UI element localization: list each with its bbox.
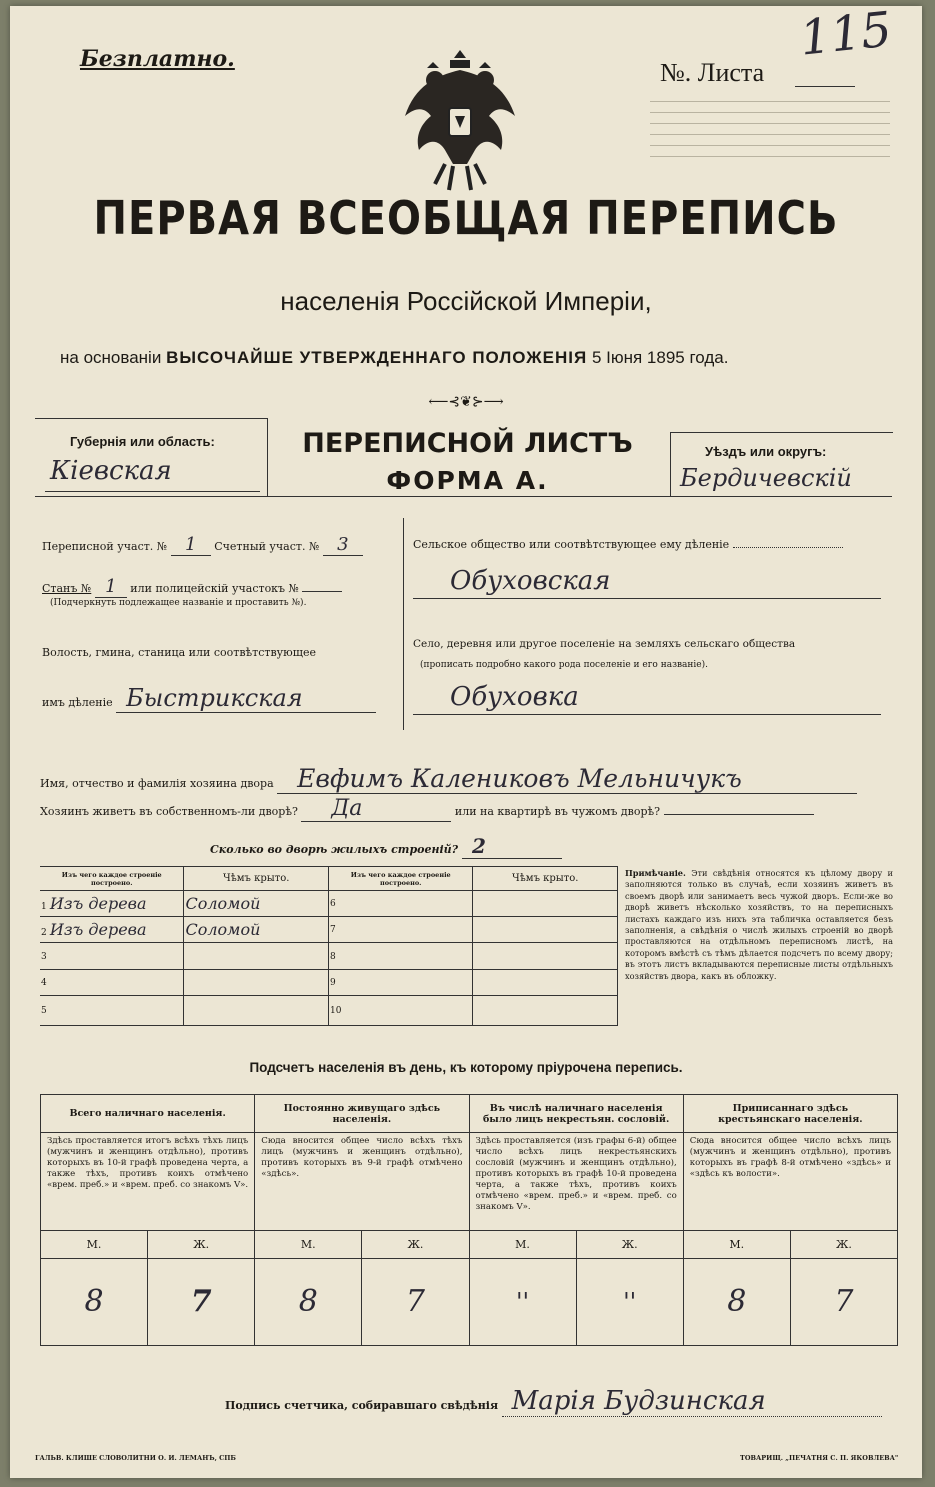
uchast-row [42, 534, 382, 556]
volost-label-2: имъ дѣленіе [42, 696, 113, 709]
own-yard-label: Хозяинъ живетъ въ собственномъ-ли дворѣ? [40, 805, 298, 818]
owner-name-value: Евфимъ Калениковъ Мельничукъ [277, 764, 857, 794]
gubernia-underline [45, 491, 260, 492]
material-header-right: Изъ чего каждое строеніе построено. [328, 867, 473, 891]
group-4-title: Приписаннаго здѣсь крестьянскаго населенія. [683, 1095, 897, 1133]
police-blank [302, 591, 342, 592]
rent-blank [664, 814, 814, 815]
note-label: Примѣчаніе. [625, 868, 686, 878]
legal-basis-date: 5 Іюня 1895 года. [591, 348, 729, 367]
form-title-2: ФОРМА А. [386, 466, 549, 495]
imperial-eagle-emblem [395, 46, 525, 196]
building-row-9: 9 [328, 969, 473, 995]
group-1-female-count: 7 [148, 1258, 255, 1345]
population-count-table [40, 1094, 898, 1346]
building-9-roof-cell [473, 969, 618, 995]
sheet-number-label: №. Листа [660, 58, 765, 87]
uezd-label: Уѣздъ или округъ: [705, 444, 827, 459]
group-1-f-label: Ж. [148, 1230, 255, 1258]
group-1-title: Всего наличнаго населенія. [41, 1095, 255, 1133]
legal-basis-caps: ВЫСОЧАЙШЕ УТВЕРЖДЕННАГО ПОЛОЖЕНІЯ [166, 348, 588, 367]
building-1-roof-cell [184, 891, 329, 917]
column-divider [403, 518, 404, 730]
society-row [413, 538, 883, 551]
group-2-desc: Сюда вносится общее число всѣхъ тѣхъ лицъ (мужчинъ и женщинъ отдѣльно), противъ которыхъ въ 9-й графѣ отмѣчено «здѣсь». [255, 1133, 469, 1230]
building-2-material: Изъ дерева [49, 920, 147, 940]
buildings-count-value: 2 [462, 834, 562, 859]
group-2-f-label: Ж. [362, 1230, 469, 1258]
rent-label: или на квартирѣ въ чужомъ дворѣ? [454, 805, 661, 818]
census-title: ПЕРВАЯ ВСЕОБЩАЯ ПЕРЕПИСЬ [93, 192, 839, 246]
building-row-8: 8 [328, 943, 473, 969]
group-4-m-label: М. [683, 1230, 790, 1258]
group-2-title: Постоянно живущаго здѣсь населенія. [255, 1095, 469, 1133]
building-row-5: 5 [40, 995, 184, 1025]
group-3-title: Въ числѣ наличнаго населенія было лицъ некрестьян. сословій. [469, 1095, 683, 1133]
footer-right-imprint: ТОВАРИЩ. „ПЕЧАТНЯ С. П. ЯКОВЛЕВА" [740, 1454, 899, 1462]
stan-label: Станъ № [42, 582, 92, 595]
volost-value: Быстрикская [116, 684, 376, 713]
village-value: Обуховка [450, 682, 579, 712]
building-row-6: 6 [328, 891, 473, 917]
building-row-1: 1 Изъ дерева [40, 891, 184, 917]
volost-row [42, 684, 387, 713]
group-1-desc: Здѣсь проставляется итогъ всѣхъ тѣхъ лицъ (мужчинъ и женщинъ отдѣльно), противъ которыхъ въ 10-й графѣ проведена черта, а также тѣхъ, противъ коихъ отмѣчено «врем. преб.» и «врем. преб. со знакомъ V». [41, 1133, 255, 1230]
society-label: Сельское общество или соотвѣтствующее ему дѣленіе [413, 538, 730, 551]
roof-header-right: Чѣмъ крыто. [473, 867, 618, 891]
owner-row [40, 764, 920, 794]
village-underline [413, 714, 881, 715]
signature-label: Подпись счетчика, собиравшаго свѣдѣнія [225, 1399, 499, 1412]
roof-header-left: Чѣмъ крыто. [184, 867, 329, 891]
building-3-roof-cell [184, 943, 329, 969]
ornament-divider: ⟵⊰❦⊱⟶ [428, 394, 504, 410]
group-3-m-label: М. [469, 1230, 576, 1258]
note-text: Эти свѣдѣнія относятся къ цѣлому двору и заполняются только въ случаѣ, если хозяинъ живетъ въ своемъ дворѣ или занимаетъ весь чужой дворъ. Если-же во дворѣ живетъ нѣсколько хозяйствъ, то на переписныхъ листахъ каждаго изъ нихъ эта табличка оставляется безъ заполненія, а свѣдѣнія о числѣ жилыхъ строеній во дворѣ проставляются на отдѣльномъ переписномъ листѣ, на которомъ вмѣстѣ съ тѣмъ дѣлается подсчетъ по всему двору; въ этотъ листъ вкладываются переписные листы отдѣльныхъ хозяйствъ двора, какъ въ обложку. [625, 868, 893, 981]
buildings-table [40, 866, 618, 1026]
building-4-roof-cell [184, 969, 329, 995]
legal-basis-prefix: на основаніи [60, 348, 162, 367]
building-1-material: Изъ дерева [49, 894, 147, 914]
signature-row [225, 1386, 885, 1417]
building-row-10: 10 [328, 995, 473, 1025]
census-sheet [10, 1, 922, 1478]
own-yard-value: Да [301, 796, 451, 822]
society-value: Обуховская [450, 566, 611, 596]
note-block [625, 868, 893, 982]
building-8-roof-cell [473, 943, 618, 969]
group-4-desc: Сюда вносится общее число всѣхъ лицъ (мужчинъ и женщинъ отдѣльно), противъ которыхъ въ графѣ 8-й отмѣчено «здѣсь» и «здѣсь къ волости». [683, 1133, 897, 1230]
free-label: Безплатно. [80, 46, 235, 72]
material-header-left: Изъ чего каждое строеніе построено. [40, 867, 184, 891]
gubernia-label: Губернія или область: [70, 434, 215, 449]
header-rule [35, 496, 892, 497]
group-3-f-label: Ж. [576, 1230, 683, 1258]
stan-value: 1 [95, 576, 127, 598]
building-10-roof-cell [473, 995, 618, 1025]
sheet-number-value: 115 [797, 1, 895, 67]
uchast-label: Переписной участ. № [42, 540, 168, 553]
building-row-3: 3 [40, 943, 184, 969]
group-2-m-label: М. [255, 1230, 362, 1258]
building-7-roof-cell [473, 917, 618, 943]
buildings-count-label: Сколько во дворѣ жилыхъ строеній? [210, 843, 459, 856]
uchast-value: 1 [171, 534, 211, 556]
village-label: Село, деревня или другое поселеніе на земляхъ сельскаго общества [413, 638, 796, 650]
stan-note: (Подчеркнуть подлежащее названіе и проставить №). [50, 598, 307, 608]
ownership-row [40, 796, 900, 822]
building-row-7: 7 [328, 917, 473, 943]
group-2-male-count: 8 [255, 1258, 362, 1345]
building-2-roof-cell [184, 917, 329, 943]
group-4-female-count: 7 [790, 1258, 897, 1345]
group-1-male-count: 8 [41, 1258, 148, 1345]
schet-label: Счетный участ. № [214, 540, 320, 553]
society-underline [413, 598, 881, 599]
schet-value: 3 [323, 534, 363, 556]
building-6-roof-cell [473, 891, 618, 917]
buildings-count-row [210, 834, 710, 859]
gubernia-value: Кіевская [50, 456, 172, 486]
form-title-1: ПЕРЕПИСНОЙ ЛИСТЪ [302, 428, 633, 459]
group-3-desc: Здѣсь проставляется (изъ графы 6-й) общее число всѣхъ лицъ некрестьянскихъ сословій (мужчинъ и женщинъ отдѣльно), противъ которыхъ въ графѣ 10-й проведена черта, а также тѣхъ, противъ коихъ отмѣчено «врем. преб.» и «врем. преб. со знакомъ V». [469, 1133, 683, 1230]
count-heading: Подсчетъ населенія въ день, къ которому пріурочена перепись. [249, 1060, 683, 1075]
volost-label: Волость, гмина, станица или соотвѣтствующее [42, 646, 316, 659]
village-note: (прописать подробно какого рода поселеніе и его названіе). [420, 660, 708, 670]
bleed-through-text [650, 101, 890, 167]
police-label: или полицейскій участокъ № [130, 582, 299, 595]
census-subtitle: населенія Россійской Имперіи, [280, 286, 652, 316]
building-row-2: 2 Изъ дерева [40, 917, 184, 943]
stan-row [42, 576, 387, 598]
group-4-f-label: Ж. [790, 1230, 897, 1258]
signature-value: Марія Будзинская [502, 1386, 882, 1417]
building-1-roof: Соломой [185, 894, 261, 914]
footer-left-imprint: ГАЛЬВ. КЛИШЕ СЛОВОЛИТНИ О. И. ЛЕМАНЪ, СПБ [35, 1454, 236, 1462]
society-blank [733, 547, 843, 548]
group-3-female-count: '' [576, 1258, 683, 1345]
building-row-4: 4 [40, 969, 184, 995]
group-4-male-count: 8 [683, 1258, 790, 1345]
legal-basis-line [60, 348, 900, 368]
building-5-roof-cell [184, 995, 329, 1025]
group-3-male-count: '' [469, 1258, 576, 1345]
uezd-value: Бердичевскій [680, 464, 852, 492]
group-2-female-count: 7 [362, 1258, 469, 1345]
group-1-m-label: М. [41, 1230, 148, 1258]
building-2-roof: Соломой [185, 920, 261, 940]
sheet-number-blank [795, 86, 855, 87]
owner-name-label: Имя, отчество и фамилія хозяина двора [40, 777, 274, 790]
